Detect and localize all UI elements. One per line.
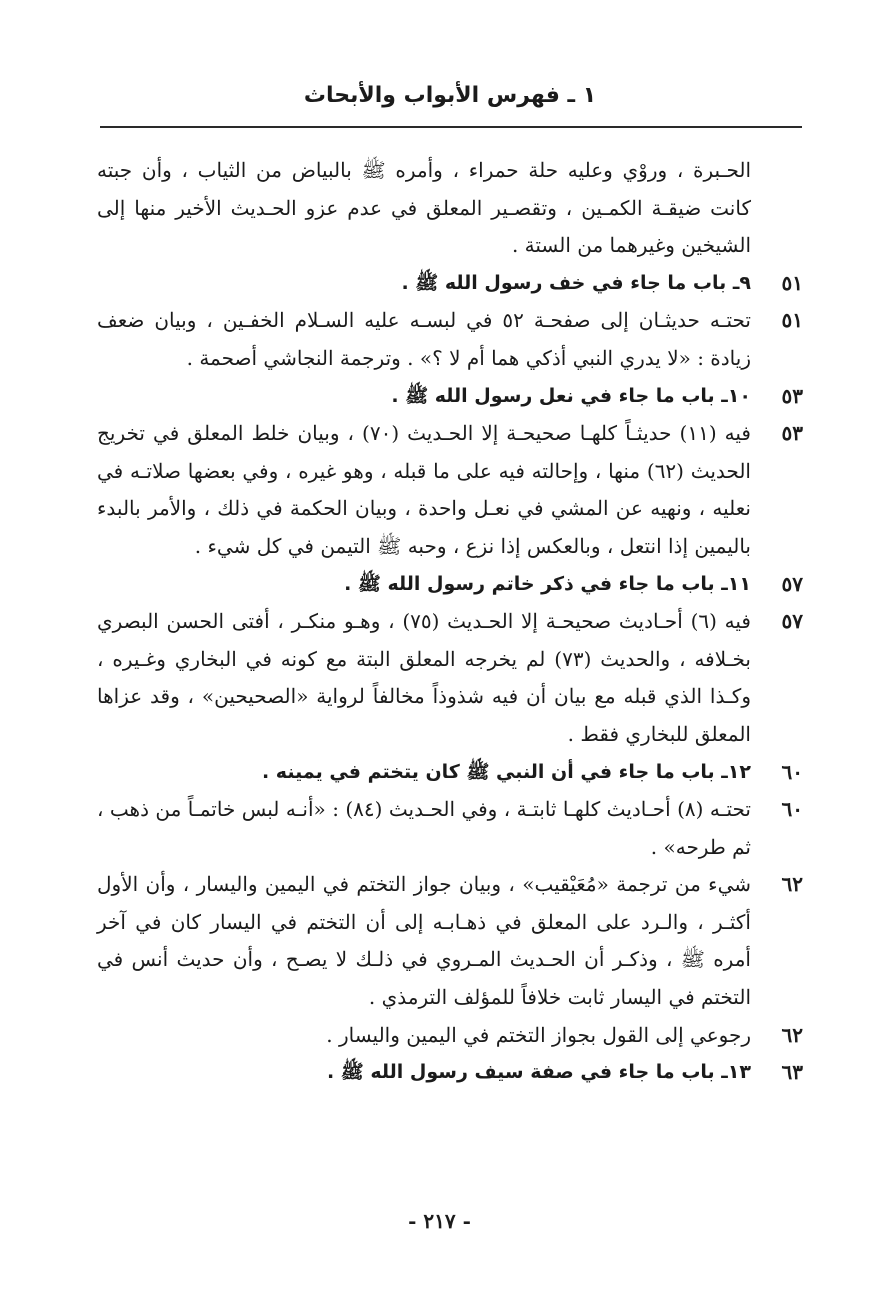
entry-page-number: ٦٢ xyxy=(781,1022,803,1047)
header-divider xyxy=(100,126,802,128)
entry-text: فيه (١١) حديثـاً كلهـا صحيحـة إلا الحـديث (٧٠) ، وبيان خلط المعلق في تخريج الحديث (٦٢) منها ، وإحالته فيه على ما قبله ، وهو غيره ، وفي بعضها صلاتـه في نعليه ، ونهيه عن المشي في نعـل واحدة ، وبيان الحكمة في ذلك ، والأمر بالبدء باليمين إذا انتعل ، وبالعكس إذا نزع ، وحبه ﷺ التيمن في كل شيء . xyxy=(97,421,751,558)
entry-text: تحتـه حديثـان إلى صفحـة ٥٢ في لبسـه عليه السـلام الخفـين ، وبيان ضعف زيادة : «لا يدري النبي أذكي هما أم لا ؟» . وترجمة النجاشي أصحمة . xyxy=(97,308,752,370)
entry-page-number: ٦٢ xyxy=(781,872,803,897)
chapter-heading-entry xyxy=(97,566,803,604)
index-entry xyxy=(97,791,803,866)
chapter-heading-entry xyxy=(97,378,803,416)
chapter-heading-text: ١١ـ باب ما جاء في ذكر خاتم رسول الله ﷺ . xyxy=(344,572,751,595)
index-entry xyxy=(97,866,803,1016)
index-entry xyxy=(97,415,803,565)
entry-page-number: ٥٣ xyxy=(781,383,803,408)
chapter-heading-text: ١٠ـ باب ما جاء في نعل رسول الله ﷺ . xyxy=(391,384,751,407)
chapter-heading-entry xyxy=(97,265,803,303)
entry-page-number: ٥١ xyxy=(781,308,803,333)
index-entry xyxy=(97,603,803,753)
entry-page-number: ٥٧ xyxy=(781,609,803,634)
entry-page-number: ٦٠ xyxy=(781,759,803,784)
entry-text: تحتـه (٨) أحـاديث كلهـا ثابتـة ، وفي الحـديث (٨٤) : «أنـه لبس خاتمـاً من ذهب ، ثم طرحه» . xyxy=(97,797,751,859)
chapter-heading-text: ١٢ـ باب ما جاء في أن النبي ﷺ كان يتختم في يمينه . xyxy=(261,760,751,783)
entry-page-number: ٦٣ xyxy=(781,1060,803,1085)
entry-page-number: ٥١ xyxy=(781,270,803,295)
entry-text: رجوعي إلى القول بجواز التختم في اليمين واليسار . xyxy=(326,1022,751,1047)
entry-page-number: ٥٧ xyxy=(781,571,803,596)
index-entries xyxy=(97,152,803,1092)
chapter-heading-text: ٩ـ باب ما جاء في خف رسول الله ﷺ . xyxy=(401,271,751,294)
chapter-heading-text: ١٣ـ باب ما جاء في صفة سيف رسول الله ﷺ . xyxy=(326,1061,751,1084)
index-entry xyxy=(97,152,803,265)
entry-text: شيء من ترجمة «مُعَيْقيب» ، وبيان جواز التختم في اليمين واليسار ، وأن الأول أكثـر ، والـرد على المعلق في ذهـابـه إلى أن التختم في اليسار كان في آخر أمره ﷺ ، وذكـر أن الحـديث المـروي في ذلـك لا يصـح ، وأن حديث أنس في التختم في اليسار ثابت خلافاً للمؤلف الترمذي . xyxy=(97,872,751,1010)
entry-page-number: ٦٠ xyxy=(781,797,803,822)
entry-page-number: ٥٣ xyxy=(781,421,803,446)
chapter-heading-entry xyxy=(97,754,803,792)
entry-text: الحـبرة ، وروْي وعليه حلة حمراء ، وأمره ﷺ بالبياض من الثياب ، وأن جبته كانت ضيقـة الكمـين ، وتقصـير المعلق في عدم عزو الحـديث الأخير منها إلى الشيخين وغيرهما من الستة . xyxy=(97,158,751,258)
chapter-heading-entry xyxy=(97,1054,803,1092)
index-entry xyxy=(97,1017,803,1055)
entry-text: فيه (٦) أحـاديث صحيحـة إلا الحـديث (٧٥) ، وهـو منكـر ، أفتى الحسن البصري بخـلافه ، والحديث (٧٣) لم يخرجه المعلق البتة مع كونه في البخاري وغـيره ، وكـذا الذي قبله مع بيان أن فيه شذوذاً مخالفاً لرواية «الصحيحين» ، وقد عزاها المعلق للبخاري فقط . xyxy=(97,609,751,746)
page-number: - ٢١٧ - xyxy=(408,1209,471,1233)
index-entry xyxy=(97,302,803,377)
page-title: ١ ـ فهرس الأبواب والأبحاث xyxy=(303,83,597,108)
